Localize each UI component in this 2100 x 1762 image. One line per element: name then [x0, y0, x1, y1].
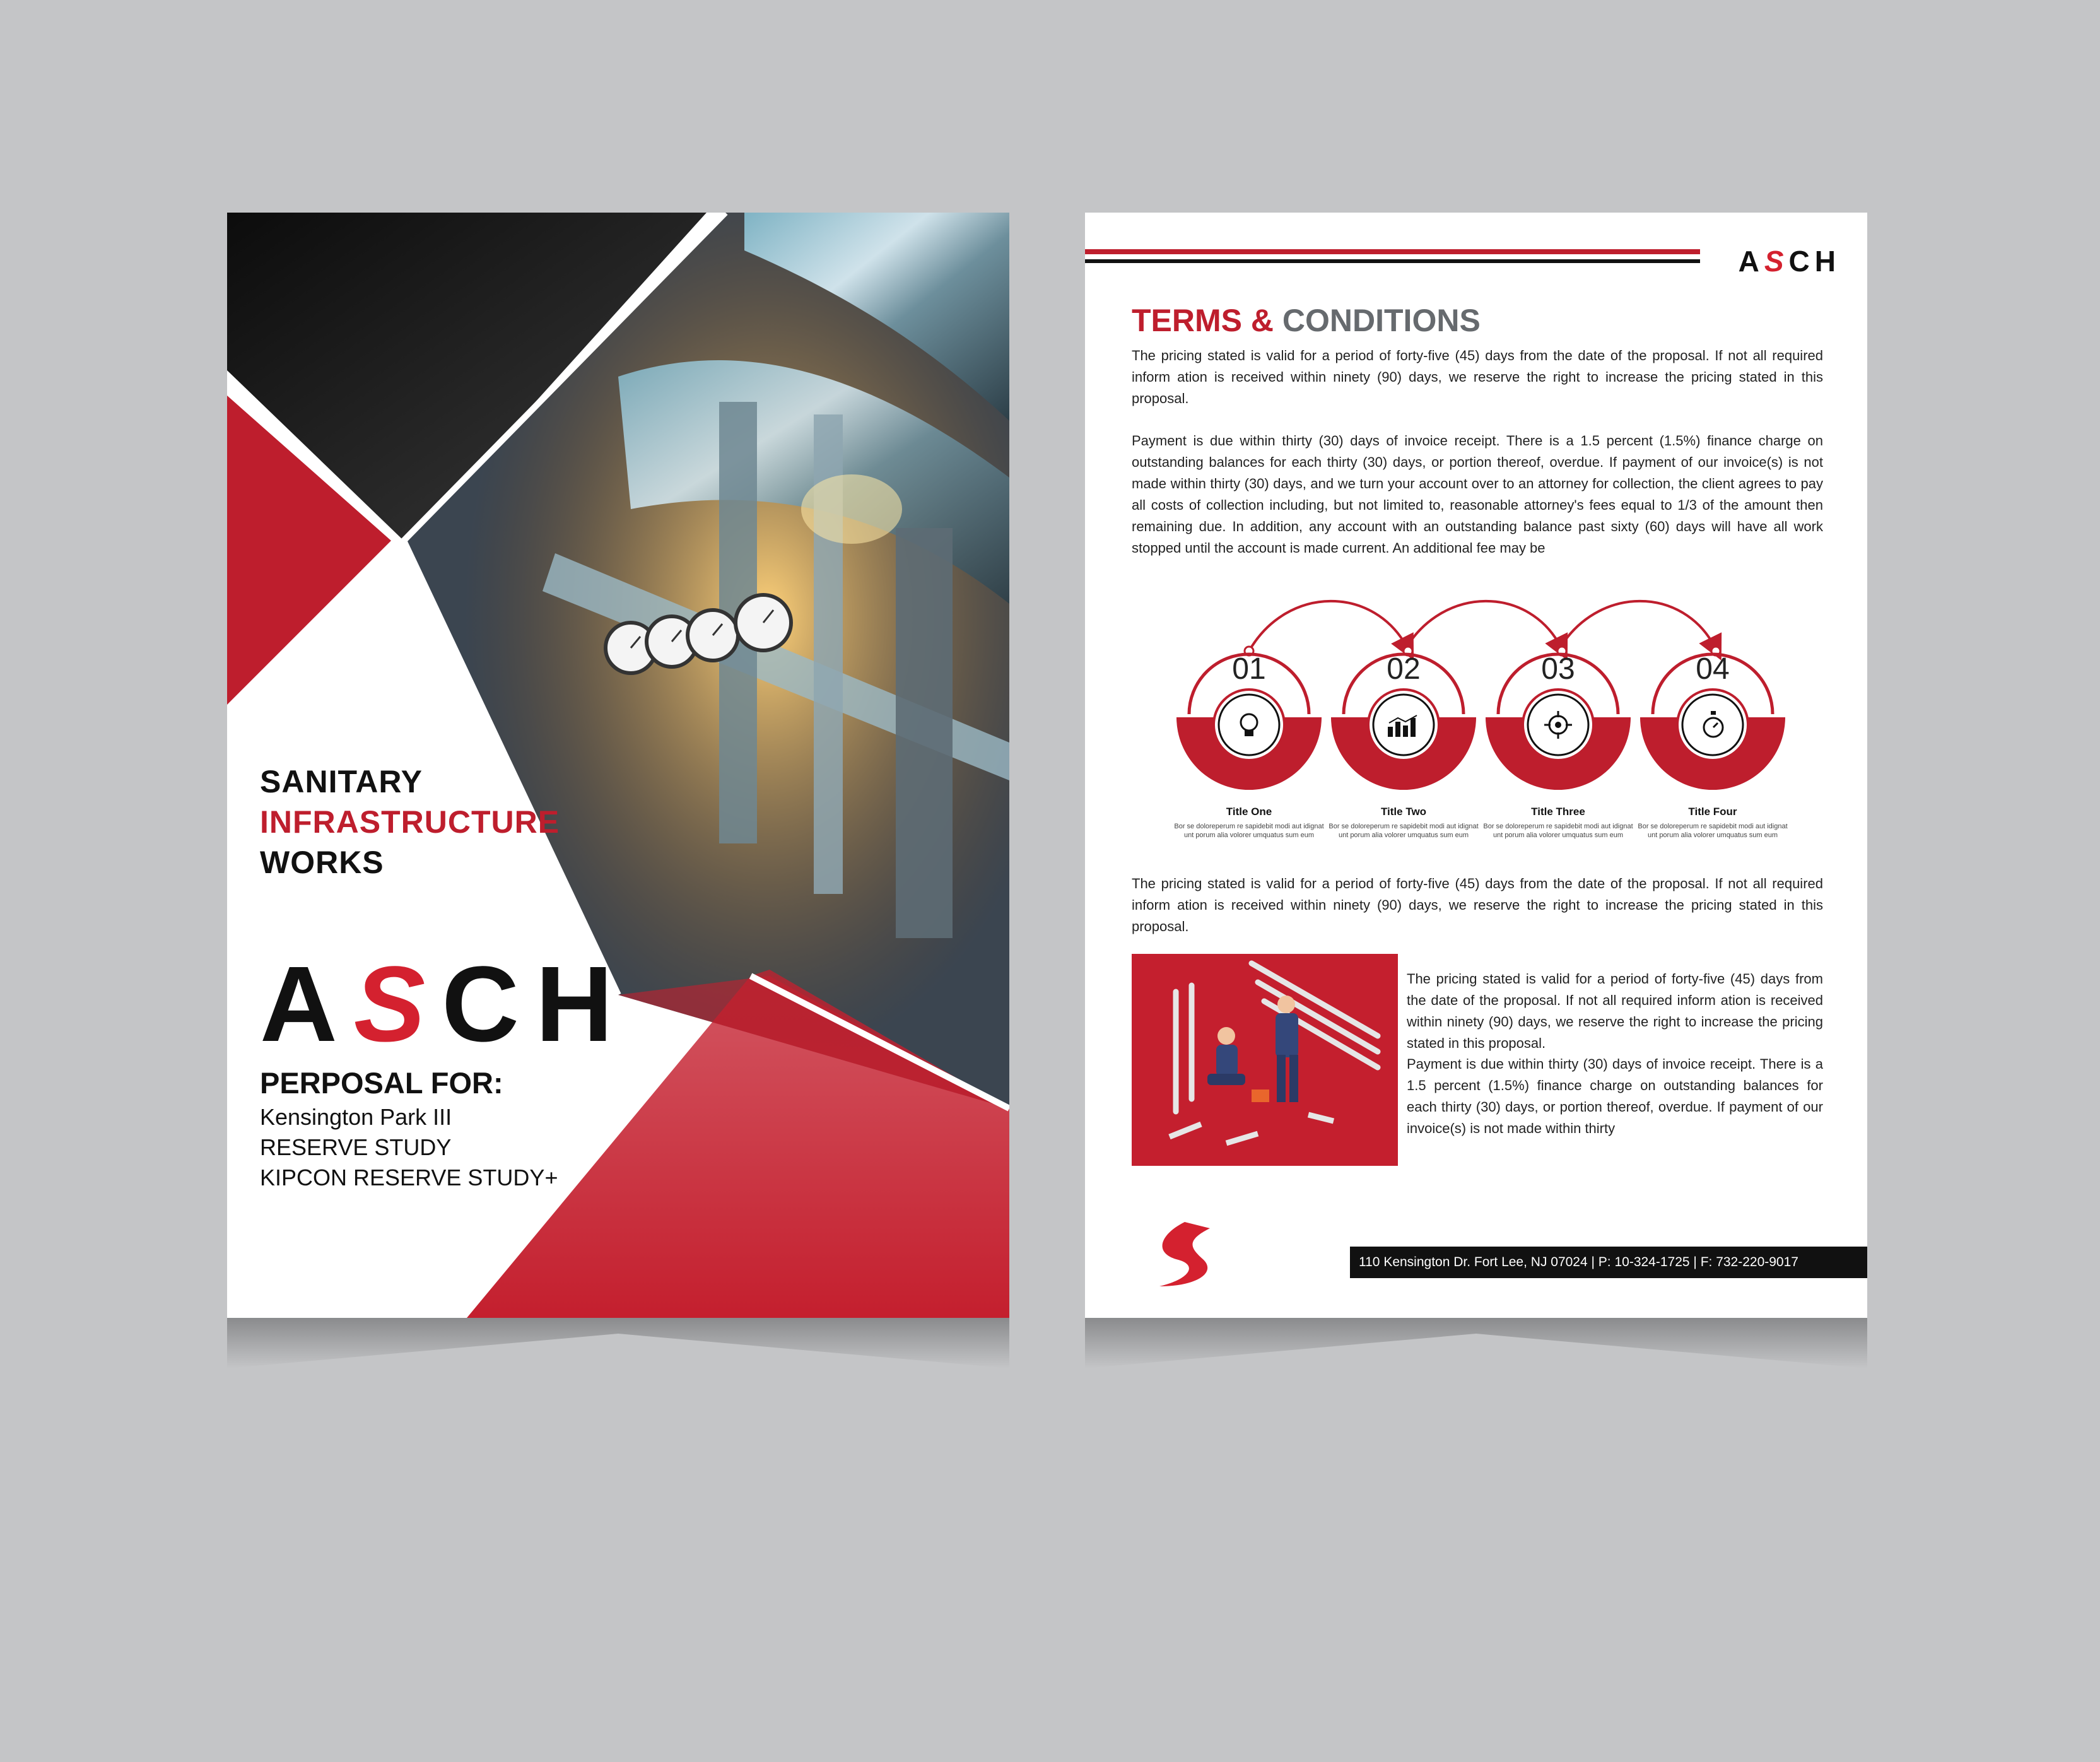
terms-paragraph-1: The pricing stated is valid for a period of forty-five (45) days from the date of the proposal. If not all required inform ation is received within ninety (90) days, we reserve the right to increase the pricing stated in this proposal.: [1132, 348, 1823, 406]
step-title: Title Four: [1688, 806, 1737, 818]
step-title: Title Three: [1531, 806, 1585, 818]
step-description: Bor se doloreperum re sapidebit modi aut idignat unt porum alia volorer umquatus sum eum: [1174, 823, 1324, 839]
heading-gray-part: CONDITIONS: [1282, 303, 1481, 338]
terms-heading: [1132, 302, 1481, 339]
step-1: [1176, 642, 1322, 796]
header-rule-black: [1085, 259, 1700, 263]
proposal-block: [260, 1066, 558, 1191]
cover-shadow: [227, 1318, 1009, 1375]
step-number: 01: [1232, 652, 1266, 686]
step-2: [1331, 642, 1476, 796]
step-number: 04: [1696, 652, 1730, 686]
footer-contact: 110 Kensington Dr. Fort Lee, NJ 07024 | P: 10-324-1725 | F: 732-220-9017: [1350, 1247, 1867, 1278]
title-line-3: WORKS: [260, 845, 384, 880]
target-icon: [1544, 711, 1572, 739]
step-description: Bor se doloreperum re sapidebit modi aut idignat unt porum alia volorer umquatus sum eum: [1638, 823, 1788, 839]
cover-page: [227, 213, 1009, 1318]
logo-letter-a: A: [1738, 245, 1764, 278]
step-title: Title One: [1226, 806, 1272, 818]
proposal-heading: PERPOSAL FOR:: [260, 1066, 503, 1100]
proposal-line: Kensington Park III: [260, 1104, 452, 1130]
step-description: Bor se doloreperum re sapidebit modi aut idignat unt porum alia volorer umquatus sum eum: [1483, 823, 1633, 839]
lightbulb-icon: [1236, 712, 1262, 740]
title-line-2: INFRASTRUCTURE: [260, 804, 560, 840]
step-description: Bor se doloreperum re sapidebit modi aut idignat unt porum alia volorer umquatus sum eum: [1329, 823, 1479, 839]
terms-page: [1085, 213, 1867, 1318]
cover-title: [260, 761, 560, 883]
heading-red-part: TERMS &: [1132, 303, 1274, 338]
logo-swoosh-mark: S: [353, 944, 442, 1064]
logo-letters-ch: CH: [1788, 245, 1841, 278]
terms-paragraph-3: The pricing stated is valid for a period of forty-five (45) days from the date of the proposal. If not all required inform ation is received within ninety (90) days, we reserve the right to increase the pricing stated in this proposal.: [1132, 876, 1823, 934]
logo-letters-ch: CH: [442, 944, 630, 1064]
stopwatch-icon: [1701, 711, 1726, 739]
step-4: [1640, 642, 1785, 796]
workers-illustration: [1132, 954, 1398, 1166]
cover-logo: [260, 944, 630, 1064]
bar-chart-icon: [1387, 714, 1422, 738]
title-line-1: SANITARY: [260, 764, 423, 799]
proposal-line: KIPCON RESERVE STUDY+: [260, 1165, 558, 1190]
logo-swoosh-mark: S: [1764, 245, 1789, 278]
plumbers-image: [1132, 954, 1398, 1166]
step-title: Title Two: [1380, 806, 1427, 818]
terms-paragraph-4: The pricing stated is valid for a period of forty-five (45) days from the date of the proposal. If not all required inform ation is received within ninety (90) days, we reserve the right to increase the pricing stated in this proposal.: [1407, 971, 1823, 1051]
step-number: 02: [1387, 652, 1421, 686]
terms-paragraph-2: Payment is due within thirty (30) days of invoice receipt. There is a 1.5 percent (1.5%) finance charge on outstanding balances for each thirty (30) days, or portion thereof, overdue. If payment of our invoice(s) is not made within thirty (30) days, and we turn your account over to an attorney for collection, the client agrees to pay all costs of collection including, but not limited to, reasonable attorney's fees equal to 1/3 of the amount then remaining due. In addition, any account with an outstanding balance past sixty (60) days will have all work stopped until the account is made current. An additional fee may be: [1132, 433, 1823, 556]
proposal-line: RESERVE STUDY: [260, 1134, 452, 1160]
inner-shadow: [1085, 1318, 1867, 1375]
footer-logo-icon: [1147, 1216, 1216, 1291]
step-3: [1486, 642, 1631, 796]
step-number: 03: [1541, 652, 1575, 686]
header-rule-red: [1085, 249, 1700, 254]
logo-letter-a: A: [260, 944, 354, 1064]
header-logo: [1739, 244, 1841, 278]
terms-paragraph-5: Payment is due within thirty (30) days of invoice receipt. There is a 1.5 percent (1.5%) finance charge on outstanding balances for each thirty (30) days, or portion thereof, overdue. If payment of our invoice(s) is not made within thirty: [1407, 1056, 1823, 1136]
